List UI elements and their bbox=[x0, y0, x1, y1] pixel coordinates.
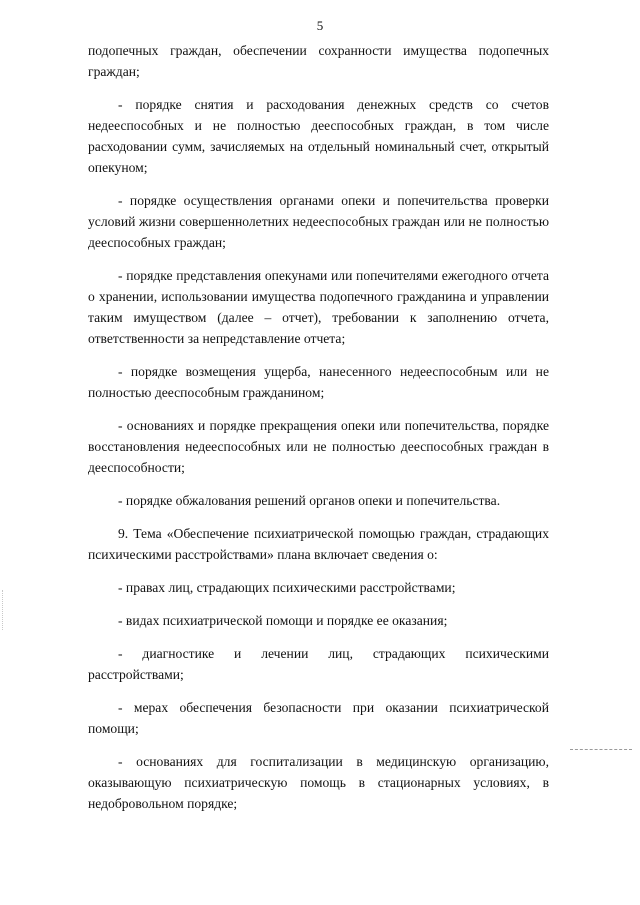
scan-artifact-line bbox=[570, 749, 632, 750]
list-item-guardianship-termination: - основаниях и порядке прекращения опеки или попечительства, порядке восстановления недееспособных или не полностью дееспособных граждан в дееспособности; bbox=[88, 418, 549, 475]
list-item-appeal-procedure: - порядке обжалования решений органов опеки и попечительства. bbox=[118, 493, 501, 508]
list-item-care-types: - видах психиатрической помощи и порядке ее оказания; bbox=[118, 613, 448, 628]
list-item-living-conditions-check: - порядке осуществления органами опеки и попечительства проверки условий жизни совершеннолетних недееспособных граждан или не полностью дееспособных граждан; bbox=[88, 193, 549, 250]
list-item-diagnostics: - диагностике и лечении лиц, страдающих психическими расстройствами; bbox=[88, 646, 549, 682]
list-item-withdrawal-of-funds: - порядке снятия и расходования денежных средств со счетов недееспособных и не полностью дееспособных граждан, в том числе расходовании сумм, зачисляемых на отдельный номинальный счет, открытый опекуном; bbox=[88, 97, 549, 175]
paragraph-continuation: подопечных граждан, обеспечении сохранности имущества подопечных граждан; bbox=[88, 43, 549, 79]
document-body bbox=[88, 40, 549, 826]
scan-margin-dots bbox=[2, 590, 5, 630]
list-item-safety-measures: - мерах обеспечения безопасности при оказании психиатрической помощи; bbox=[88, 700, 549, 736]
section-9-heading: 9. Тема «Обеспечение психиатрической помощью граждан, страдающих психическими расстройствами» плана включает сведения о: bbox=[88, 526, 549, 562]
list-item-patient-rights: - правах лиц, страдающих психическими расстройствами; bbox=[118, 580, 456, 595]
list-item-annual-report: - порядке представления опекунами или попечителями ежегодного отчета о хранении, использовании имущества подопечного гражданина и управлении таким имуществом (далее – отчет), требовании к заполнению отчета, ответственности за непредставление отчета; bbox=[88, 268, 549, 346]
list-item-involuntary-hospitalization: - основаниях для госпитализации в медицинскую организацию, оказывающую психиатрическую помощь в стационарных условиях, в недобровольном порядке; bbox=[88, 754, 549, 811]
list-item-damage-compensation: - порядке возмещения ущерба, нанесенного недееспособным или не полностью дееспособным гражданином; bbox=[88, 364, 549, 400]
page-number: 5 bbox=[316, 18, 324, 33]
